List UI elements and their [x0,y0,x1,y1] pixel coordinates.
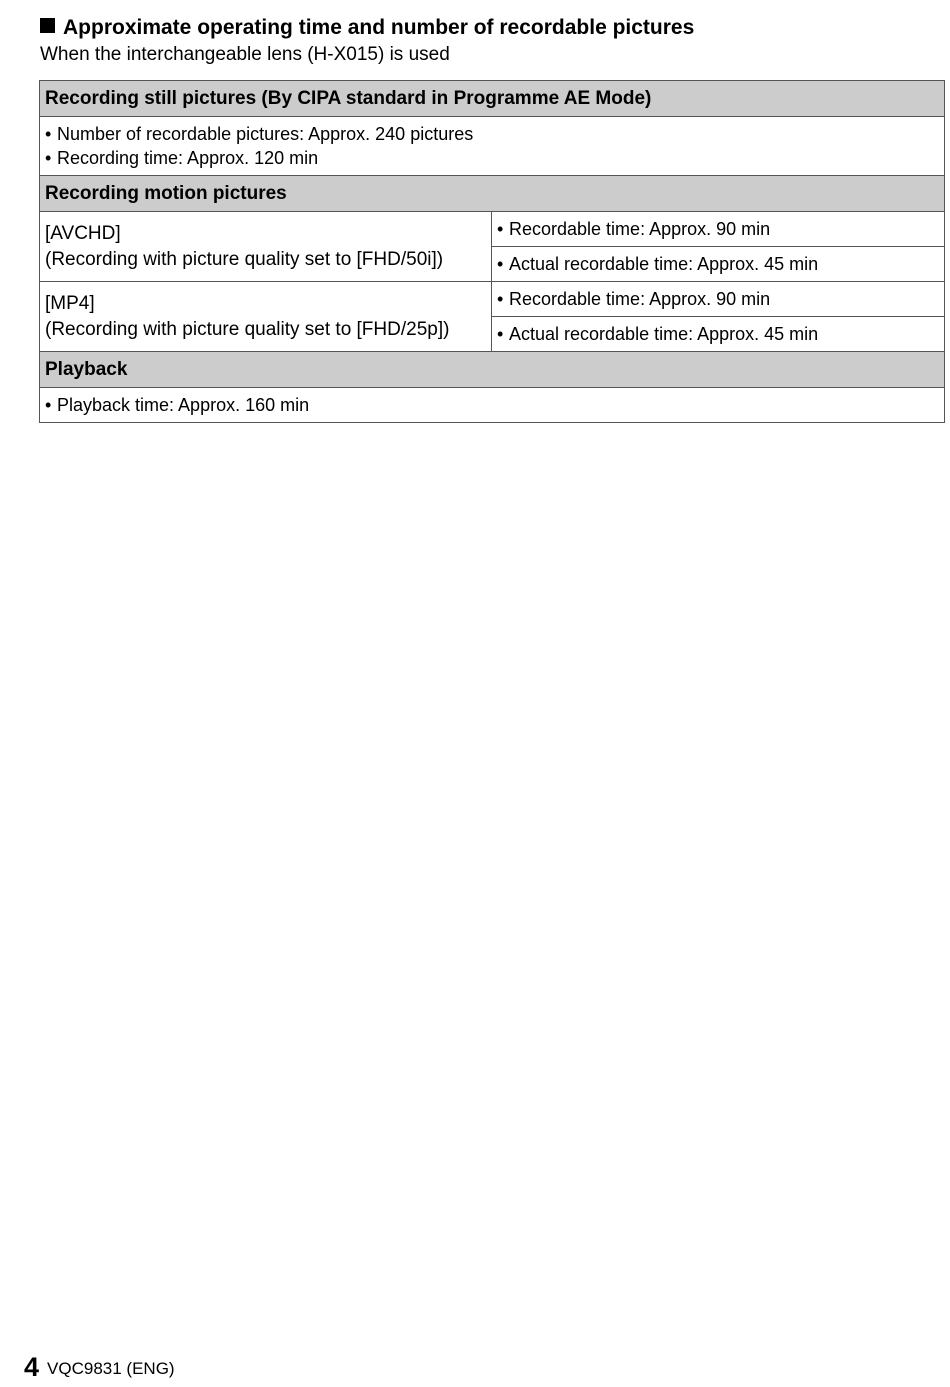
page-number: 4 [24,1352,40,1382]
operating-time-table [39,80,945,423]
table-section-header [40,176,945,212]
bullet-icon: • [497,289,504,309]
section-heading [40,14,694,42]
playback-section-title: Playback [40,352,945,388]
list-item [45,393,939,417]
document-code: VQC9831 (ENG) [47,1359,175,1378]
table-row [40,212,945,247]
value-text: Actual recordable time: Approx. 45 min [509,254,819,274]
value-text: Recordable time: Approx. 90 min [509,289,771,309]
table-row [40,282,945,317]
heading-text: Approximate operating time and number of recordable pictures [63,16,695,39]
list-item [45,122,939,146]
table-row [40,388,945,423]
motion-section-title: Recording motion pictures [40,176,945,212]
bullet-icon: • [497,324,504,344]
list-item-text: Playback time: Approx. 160 min [57,395,310,415]
value-text: Recordable time: Approx. 90 min [509,219,771,239]
table-row [40,117,945,176]
playback-items-cell [40,388,945,423]
bullet-icon: • [45,124,52,144]
value-text: Actual recordable time: Approx. 45 min [509,324,819,344]
black-square-icon [40,18,55,33]
list-item-text: Recording time: Approx. 120 min [57,148,319,168]
mode-cell [40,282,492,352]
mode-cell [40,212,492,282]
value-cell [492,317,945,352]
mode-name: [AVCHD] [45,222,121,244]
mode-name: [MP4] [45,292,95,314]
list-item [45,146,939,170]
still-items-cell [40,117,945,176]
bullet-icon: • [45,148,52,168]
page-footer [24,1352,175,1383]
value-cell [492,212,945,247]
list-item-text: Number of recordable pictures: Approx. 240 pictures [57,124,474,144]
bullet-icon: • [45,395,52,415]
value-cell [492,282,945,317]
table-section-header [40,81,945,117]
bullet-icon: • [497,219,504,239]
value-cell [492,247,945,282]
mode-detail: (Recording with picture quality set to [FHD/25p]) [45,318,450,340]
still-section-title: Recording still pictures (By CIPA standard in Programme AE Mode) [40,81,945,117]
mode-detail: (Recording with picture quality set to [FHD/50i]) [45,248,444,270]
bullet-icon: • [497,254,504,274]
subheading: When the interchangeable lens (H-X015) is used [40,44,450,65]
table-section-header [40,352,945,388]
